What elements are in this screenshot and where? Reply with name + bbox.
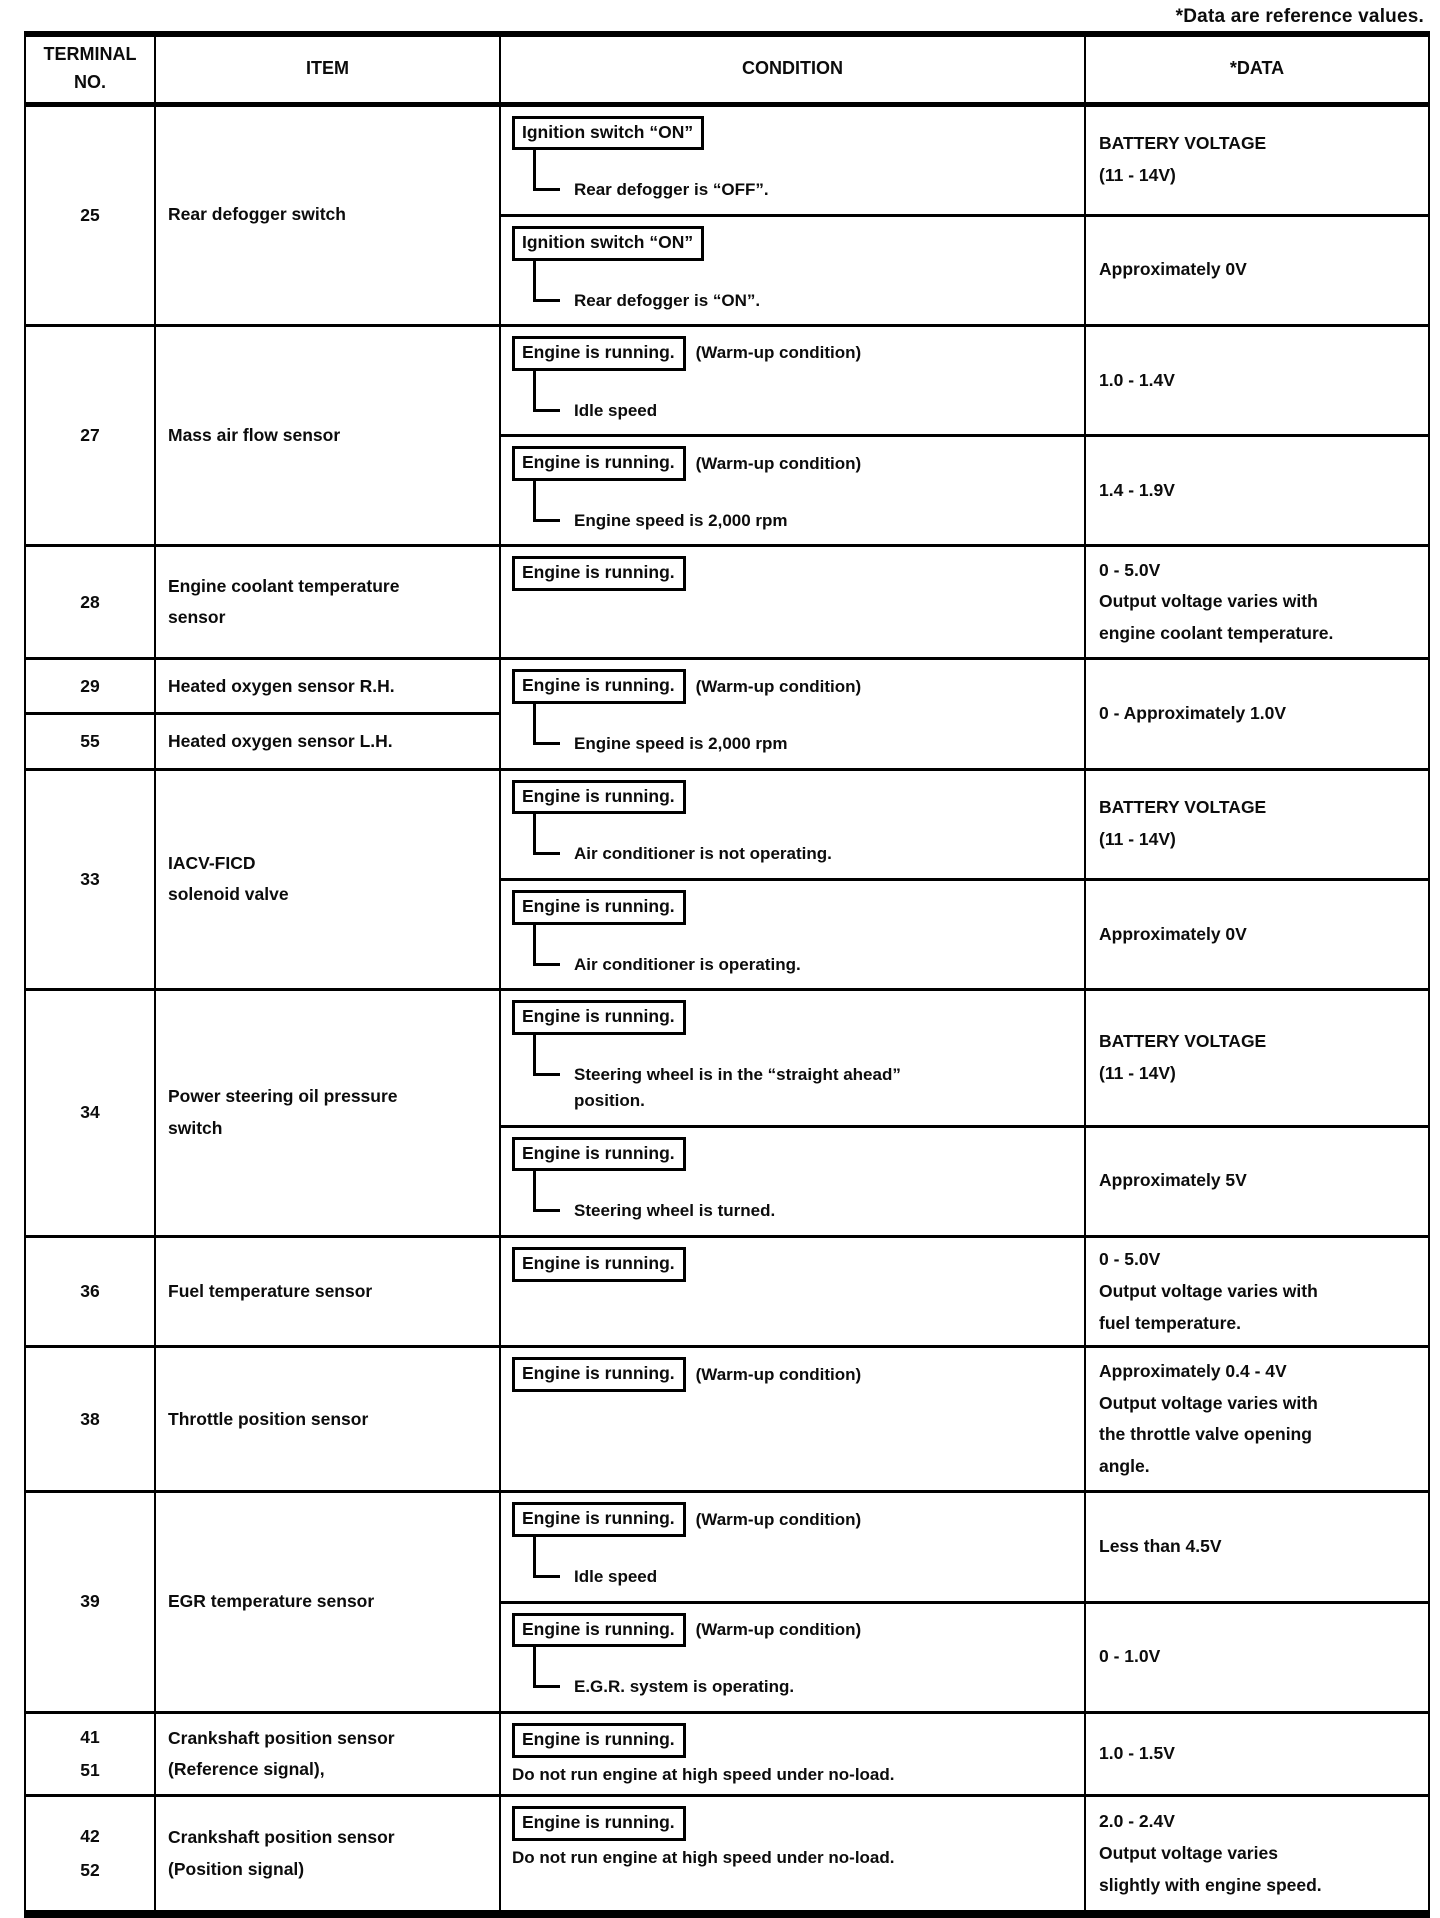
terminal-cell <box>25 990 155 1237</box>
table-row <box>25 1712 1429 1796</box>
condition-note: Do not run engine at high speed under no-load. <box>512 1764 895 1784</box>
condition-header <box>512 1723 1076 1758</box>
data-cell <box>1085 1602 1429 1712</box>
terminal-cell <box>25 1236 155 1347</box>
terminal-number: 41 <box>80 1726 100 1747</box>
condition-box: Ignition switch “ON” <box>512 226 704 261</box>
condition-sub <box>533 1564 1076 1590</box>
table-row <box>25 1236 1429 1347</box>
item-label: sensor <box>168 607 226 628</box>
terminal-number: 42 <box>80 1826 100 1847</box>
data-line: 1.0 - 1.5V <box>1099 1743 1175 1764</box>
data-line: Approximately 0.4 - 4V <box>1099 1360 1287 1381</box>
condition-box: Engine is running. <box>512 780 686 815</box>
item-label: IACV-FICD <box>168 852 256 873</box>
condition-sub-text: Air conditioner is not operating. <box>574 844 832 864</box>
item-cell <box>155 714 500 769</box>
condition-box: Engine is running. <box>512 446 686 481</box>
column-header-condition: CONDITION <box>500 34 1085 104</box>
item-label: Power steering oil pressure <box>168 1086 398 1107</box>
item-label: (Reference signal), <box>168 1759 325 1780</box>
item-label: Heated oxygen sensor L.H. <box>168 730 393 751</box>
data-line: 0 - 1.0V <box>1099 1646 1161 1667</box>
item-label: (Position signal) <box>168 1858 305 1879</box>
condition-box: Ignition switch “ON” <box>512 116 704 151</box>
data-line: Less than 4.5V <box>1099 1536 1222 1557</box>
data-line: 1.4 - 1.9V <box>1099 479 1175 500</box>
condition-cell <box>500 879 1085 989</box>
condition-suffix: (Warm-up condition) <box>695 453 862 473</box>
item-label: Engine coolant temperature <box>168 575 400 596</box>
condition-cell <box>500 1347 1085 1492</box>
condition-suffix: (Warm-up condition) <box>695 343 862 363</box>
table-row <box>25 1796 1429 1914</box>
condition-cell <box>500 1236 1085 1347</box>
terminal-number: 36 <box>80 1280 100 1301</box>
terminal-cell <box>25 1492 155 1712</box>
condition-header <box>512 1000 1076 1035</box>
data-line: engine coolant temperature. <box>1099 623 1334 644</box>
data-line: Output voltage varies with <box>1099 591 1318 612</box>
condition-cell <box>500 1712 1085 1796</box>
condition-sub <box>533 177 1076 203</box>
data-line: Output voltage varies <box>1099 1842 1278 1863</box>
l-connector-icon <box>533 1537 560 1578</box>
terminal-cell <box>25 1712 155 1796</box>
condition-cell <box>500 769 1085 879</box>
terminal-cell <box>25 546 155 659</box>
condition-sub-text: position. <box>574 1091 645 1111</box>
condition-sub-text: Idle speed <box>574 400 658 420</box>
data-line: BATTERY VOLTAGE <box>1099 797 1267 818</box>
terminal-number: 27 <box>80 425 100 446</box>
l-connector-icon <box>533 371 560 412</box>
data-line: Approximately 0V <box>1099 259 1247 280</box>
condition-header <box>512 336 1076 371</box>
data-line: BATTERY VOLTAGE <box>1099 133 1267 154</box>
data-line: the throttle valve opening <box>1099 1424 1312 1445</box>
item-cell <box>155 990 500 1237</box>
item-label: Rear defogger switch <box>168 204 346 225</box>
header-terminal-line2: NO. <box>73 72 106 93</box>
data-cell <box>1085 1492 1429 1602</box>
condition-box: Engine is running. <box>512 1806 686 1841</box>
condition-sub-text: Rear defogger is “OFF”. <box>574 180 769 200</box>
item-cell <box>155 1712 500 1796</box>
table-row <box>25 325 1429 435</box>
condition-box: Engine is running. <box>512 1723 686 1758</box>
l-connector-icon <box>533 1647 560 1688</box>
terminal-number: 55 <box>80 730 100 751</box>
condition-sub <box>533 1674 1076 1700</box>
data-cell <box>1085 104 1429 215</box>
condition-box: Engine is running. <box>512 890 686 925</box>
data-line: angle. <box>1099 1456 1150 1477</box>
terminal-number: 29 <box>80 675 100 696</box>
terminal-number: 39 <box>80 1591 100 1612</box>
condition-sub-text: Engine speed is 2,000 rpm <box>574 511 788 531</box>
condition-header <box>512 556 1076 591</box>
condition-header <box>512 116 1076 151</box>
data-cell <box>1085 325 1429 435</box>
condition-sub-text: Steering wheel is turned. <box>574 1201 776 1221</box>
condition-box: Engine is running. <box>512 1502 686 1537</box>
condition-box: Engine is running. <box>512 336 686 371</box>
table-row <box>25 104 1429 215</box>
condition-cell <box>500 325 1085 435</box>
condition-cell <box>500 436 1085 546</box>
terminal-cell <box>25 714 155 769</box>
condition-cell <box>500 1602 1085 1712</box>
data-line: (11 - 14V) <box>1099 829 1176 850</box>
condition-header <box>512 1502 1076 1537</box>
l-connector-icon <box>533 1171 560 1212</box>
l-connector-icon <box>533 704 560 745</box>
data-line: 0 - Approximately 1.0V <box>1099 703 1287 724</box>
terminal-cell <box>25 325 155 545</box>
data-line: slightly with engine speed. <box>1099 1874 1322 1895</box>
condition-header <box>512 669 1076 704</box>
table-row <box>25 546 1429 659</box>
condition-sub-text: Rear defogger is “ON”. <box>574 290 761 310</box>
condition-cell <box>500 659 1085 769</box>
item-cell <box>155 1796 500 1914</box>
data-line: 2.0 - 2.4V <box>1099 1810 1175 1831</box>
item-cell <box>155 325 500 545</box>
condition-cell <box>500 1796 1085 1914</box>
terminal-number: 34 <box>80 1102 100 1123</box>
condition-box: Engine is running. <box>512 1613 686 1648</box>
data-cell <box>1085 769 1429 879</box>
item-cell <box>155 1236 500 1347</box>
l-connector-icon <box>533 261 560 302</box>
condition-sub-text: Air conditioner is operating. <box>574 954 801 974</box>
condition-box: Engine is running. <box>512 1247 686 1282</box>
data-line: BATTERY VOLTAGE <box>1099 1030 1267 1051</box>
column-header-terminal <box>25 34 155 104</box>
item-cell <box>155 659 500 714</box>
terminal-data-table <box>24 31 1430 1918</box>
item-label: Throttle position sensor <box>168 1408 369 1429</box>
item-cell <box>155 104 500 325</box>
table-row <box>25 1347 1429 1492</box>
data-cell <box>1085 990 1429 1127</box>
data-cell <box>1085 1126 1429 1236</box>
data-line: Output voltage varies with <box>1099 1280 1318 1301</box>
column-header-item: ITEM <box>155 34 500 104</box>
item-label: solenoid valve <box>168 884 289 905</box>
data-cell <box>1085 436 1429 546</box>
terminal-number: 51 <box>80 1760 100 1781</box>
condition-header <box>512 890 1076 925</box>
l-connector-icon <box>533 814 560 855</box>
item-cell <box>155 546 500 659</box>
item-label: EGR temperature sensor <box>168 1591 375 1612</box>
terminal-number: 28 <box>80 591 100 612</box>
condition-suffix: (Warm-up condition) <box>695 1509 862 1529</box>
item-label: Heated oxygen sensor R.H. <box>168 675 395 696</box>
table-row <box>25 990 1429 1127</box>
data-cell <box>1085 1796 1429 1914</box>
l-connector-icon <box>533 481 560 522</box>
terminal-cell <box>25 104 155 325</box>
table-row <box>25 659 1429 714</box>
condition-sub <box>533 731 1076 757</box>
data-line: Approximately 5V <box>1099 1170 1247 1191</box>
condition-cell <box>500 546 1085 659</box>
terminal-number: 33 <box>80 868 100 889</box>
condition-suffix: (Warm-up condition) <box>695 1364 862 1384</box>
condition-box: Engine is running. <box>512 1357 686 1392</box>
condition-sub-text: Steering wheel is in the “straight ahead” <box>574 1064 901 1084</box>
item-cell <box>155 769 500 989</box>
item-label: switch <box>168 1117 223 1138</box>
condition-header <box>512 1247 1076 1282</box>
data-cell <box>1085 879 1429 989</box>
table-row <box>25 769 1429 879</box>
reference-values-note: *Data are reference values. <box>1175 6 1424 27</box>
condition-header <box>512 780 1076 815</box>
l-connector-icon <box>533 1035 560 1076</box>
data-line: Approximately 0V <box>1099 923 1247 944</box>
condition-sub <box>533 1062 1076 1115</box>
terminal-cell <box>25 659 155 714</box>
data-line: 0 - 5.0V <box>1099 1248 1161 1269</box>
condition-box: Engine is running. <box>512 556 686 591</box>
condition-sub-text: Engine speed is 2,000 rpm <box>574 734 788 754</box>
item-label: Crankshaft position sensor <box>168 1827 395 1848</box>
data-cell <box>1085 1712 1429 1796</box>
condition-header <box>512 1137 1076 1172</box>
data-line: Output voltage varies with <box>1099 1392 1318 1413</box>
condition-sub-text: E.G.R. system is operating. <box>574 1677 795 1697</box>
condition-sub <box>533 288 1076 314</box>
condition-sub <box>533 398 1076 424</box>
terminal-number: 52 <box>80 1859 100 1880</box>
data-cell <box>1085 215 1429 325</box>
l-connector-icon <box>533 150 560 191</box>
condition-suffix: (Warm-up condition) <box>695 1620 862 1639</box>
condition-box: Engine is running. <box>512 669 686 704</box>
item-label: Fuel temperature sensor <box>168 1280 373 1301</box>
condition-header <box>512 226 1076 261</box>
data-cell <box>1085 1236 1429 1347</box>
terminal-cell <box>25 1347 155 1492</box>
condition-sub-text: Idle speed <box>574 1567 658 1587</box>
condition-sub <box>533 1198 1076 1224</box>
column-header-data: *DATA <box>1085 34 1429 104</box>
terminal-number: 38 <box>80 1408 100 1429</box>
header-terminal-line1: TERMINAL <box>43 44 137 65</box>
data-cell <box>1085 546 1429 659</box>
condition-header <box>512 1806 1076 1841</box>
condition-header <box>512 446 1076 481</box>
condition-sub <box>533 952 1076 978</box>
condition-cell <box>500 990 1085 1127</box>
condition-suffix: (Warm-up condition) <box>695 676 862 696</box>
item-cell <box>155 1492 500 1712</box>
item-label: Mass air flow sensor <box>168 424 341 445</box>
data-line: (11 - 14V) <box>1099 1062 1176 1083</box>
condition-sub <box>533 841 1076 867</box>
item-label: Crankshaft position sensor <box>168 1727 395 1748</box>
terminal-cell <box>25 1796 155 1914</box>
l-connector-icon <box>533 925 560 966</box>
data-cell <box>1085 659 1429 769</box>
condition-cell <box>500 104 1085 215</box>
condition-box: Engine is running. <box>512 1000 686 1035</box>
data-line: 0 - 5.0V <box>1099 559 1161 580</box>
terminal-number: 25 <box>80 204 100 225</box>
data-cell <box>1085 1347 1429 1492</box>
terminal-cell <box>25 769 155 989</box>
condition-note: Do not run engine at high speed under no-load. <box>512 1848 895 1868</box>
condition-cell <box>500 1126 1085 1236</box>
data-line: (11 - 14V) <box>1099 165 1176 186</box>
condition-cell <box>500 1492 1085 1602</box>
condition-header <box>512 1357 1076 1392</box>
condition-box: Engine is running. <box>512 1137 686 1172</box>
condition-cell <box>500 215 1085 325</box>
data-line: 1.0 - 1.4V <box>1099 369 1175 390</box>
condition-header <box>512 1613 1076 1648</box>
data-line: fuel temperature. <box>1099 1312 1241 1333</box>
condition-sub <box>533 508 1076 534</box>
header-row <box>25 34 1429 104</box>
item-cell <box>155 1347 500 1492</box>
table-row <box>25 1492 1429 1602</box>
